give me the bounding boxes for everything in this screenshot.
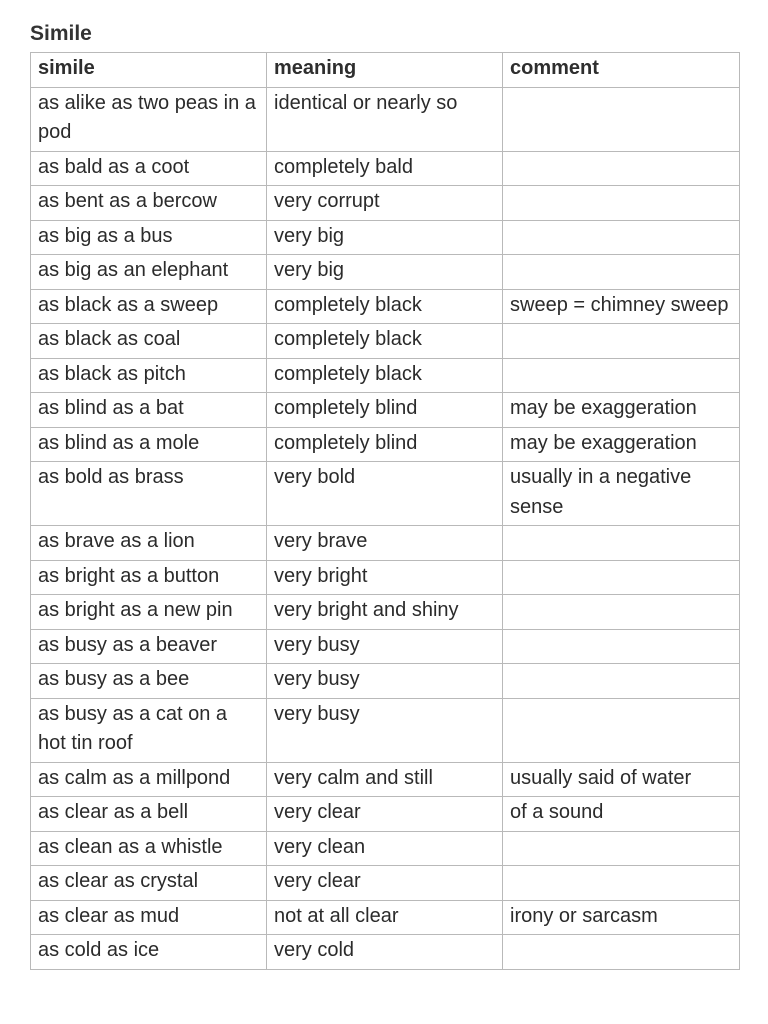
meaning-cell: very brave [267, 526, 503, 561]
table-row [31, 698, 740, 762]
table-row [31, 220, 740, 255]
comment-cell [503, 220, 740, 255]
meaning-cell: very busy [267, 629, 503, 664]
table-row [31, 526, 740, 561]
meaning-cell: very cold [267, 935, 503, 970]
page-title: Simile [30, 22, 92, 45]
table-row [31, 831, 740, 866]
meaning-cell: completely black [267, 358, 503, 393]
comment-cell: of a sound [503, 797, 740, 832]
comment-cell [503, 526, 740, 561]
simile-cell: as clear as crystal [31, 866, 267, 901]
table-row [31, 866, 740, 901]
meaning-cell: very clean [267, 831, 503, 866]
comment-cell: usually said of water [503, 762, 740, 797]
meaning-cell: very big [267, 255, 503, 290]
comment-cell [503, 186, 740, 221]
simile-cell: as black as pitch [31, 358, 267, 393]
table-row [31, 87, 740, 151]
simile-cell: as calm as a millpond [31, 762, 267, 797]
simile-cell: as busy as a bee [31, 664, 267, 699]
simile-cell: as busy as a cat on a hot tin roof [31, 698, 267, 762]
table-row [31, 629, 740, 664]
simile-cell: as brave as a lion [31, 526, 267, 561]
table-row [31, 900, 740, 935]
meaning-cell: completely black [267, 324, 503, 359]
meaning-cell: completely black [267, 289, 503, 324]
column-header-comment: comment [503, 53, 740, 88]
comment-cell [503, 698, 740, 762]
meaning-cell: very clear [267, 797, 503, 832]
table-row [31, 289, 740, 324]
simile-cell: as clear as mud [31, 900, 267, 935]
comment-cell: may be exaggeration [503, 427, 740, 462]
meaning-cell: very busy [267, 664, 503, 699]
comment-cell [503, 831, 740, 866]
table-row [31, 151, 740, 186]
comment-cell [503, 87, 740, 151]
simile-cell: as cold as ice [31, 935, 267, 970]
meaning-cell: not at all clear [267, 900, 503, 935]
table-row [31, 186, 740, 221]
comment-cell [503, 151, 740, 186]
simile-cell: as bright as a button [31, 560, 267, 595]
meaning-cell: very bright and shiny [267, 595, 503, 630]
meaning-cell: very corrupt [267, 186, 503, 221]
table-row [31, 762, 740, 797]
simile-cell: as black as a sweep [31, 289, 267, 324]
comment-cell [503, 664, 740, 699]
simile-cell: as alike as two peas in a pod [31, 87, 267, 151]
meaning-cell: very bold [267, 462, 503, 526]
comment-cell [503, 255, 740, 290]
meaning-cell: very calm and still [267, 762, 503, 797]
table-header-row [31, 53, 740, 88]
comment-cell: usually in a negative sense [503, 462, 740, 526]
simile-cell: as black as coal [31, 324, 267, 359]
meaning-cell: very bright [267, 560, 503, 595]
comment-cell [503, 595, 740, 630]
table-row [31, 462, 740, 526]
table-row [31, 664, 740, 699]
table-row [31, 797, 740, 832]
simile-cell: as bent as a bercow [31, 186, 267, 221]
comment-cell [503, 629, 740, 664]
table-row [31, 358, 740, 393]
comment-cell: irony or sarcasm [503, 900, 740, 935]
simile-cell: as busy as a beaver [31, 629, 267, 664]
meaning-cell: identical or nearly so [267, 87, 503, 151]
simile-cell: as big as a bus [31, 220, 267, 255]
simile-cell: as blind as a mole [31, 427, 267, 462]
comment-cell [503, 324, 740, 359]
simile-cell: as blind as a bat [31, 393, 267, 428]
comment-cell: sweep = chimney sweep [503, 289, 740, 324]
simile-table [30, 52, 740, 970]
simile-cell: as big as an elephant [31, 255, 267, 290]
simile-cell: as clear as a bell [31, 797, 267, 832]
meaning-cell: completely bald [267, 151, 503, 186]
table-row [31, 595, 740, 630]
column-header-simile: simile [31, 53, 267, 88]
meaning-cell: completely blind [267, 393, 503, 428]
meaning-cell: very busy [267, 698, 503, 762]
comment-cell: may be exaggeration [503, 393, 740, 428]
table-row [31, 393, 740, 428]
table-row [31, 560, 740, 595]
table-row [31, 427, 740, 462]
comment-cell [503, 560, 740, 595]
column-header-meaning: meaning [267, 53, 503, 88]
meaning-cell: very clear [267, 866, 503, 901]
table-row [31, 324, 740, 359]
simile-cell: as bald as a coot [31, 151, 267, 186]
table-row [31, 935, 740, 970]
comment-cell [503, 935, 740, 970]
comment-cell [503, 866, 740, 901]
table-row [31, 255, 740, 290]
comment-cell [503, 358, 740, 393]
meaning-cell: completely blind [267, 427, 503, 462]
simile-cell: as bright as a new pin [31, 595, 267, 630]
meaning-cell: very big [267, 220, 503, 255]
simile-cell: as bold as brass [31, 462, 267, 526]
simile-cell: as clean as a whistle [31, 831, 267, 866]
